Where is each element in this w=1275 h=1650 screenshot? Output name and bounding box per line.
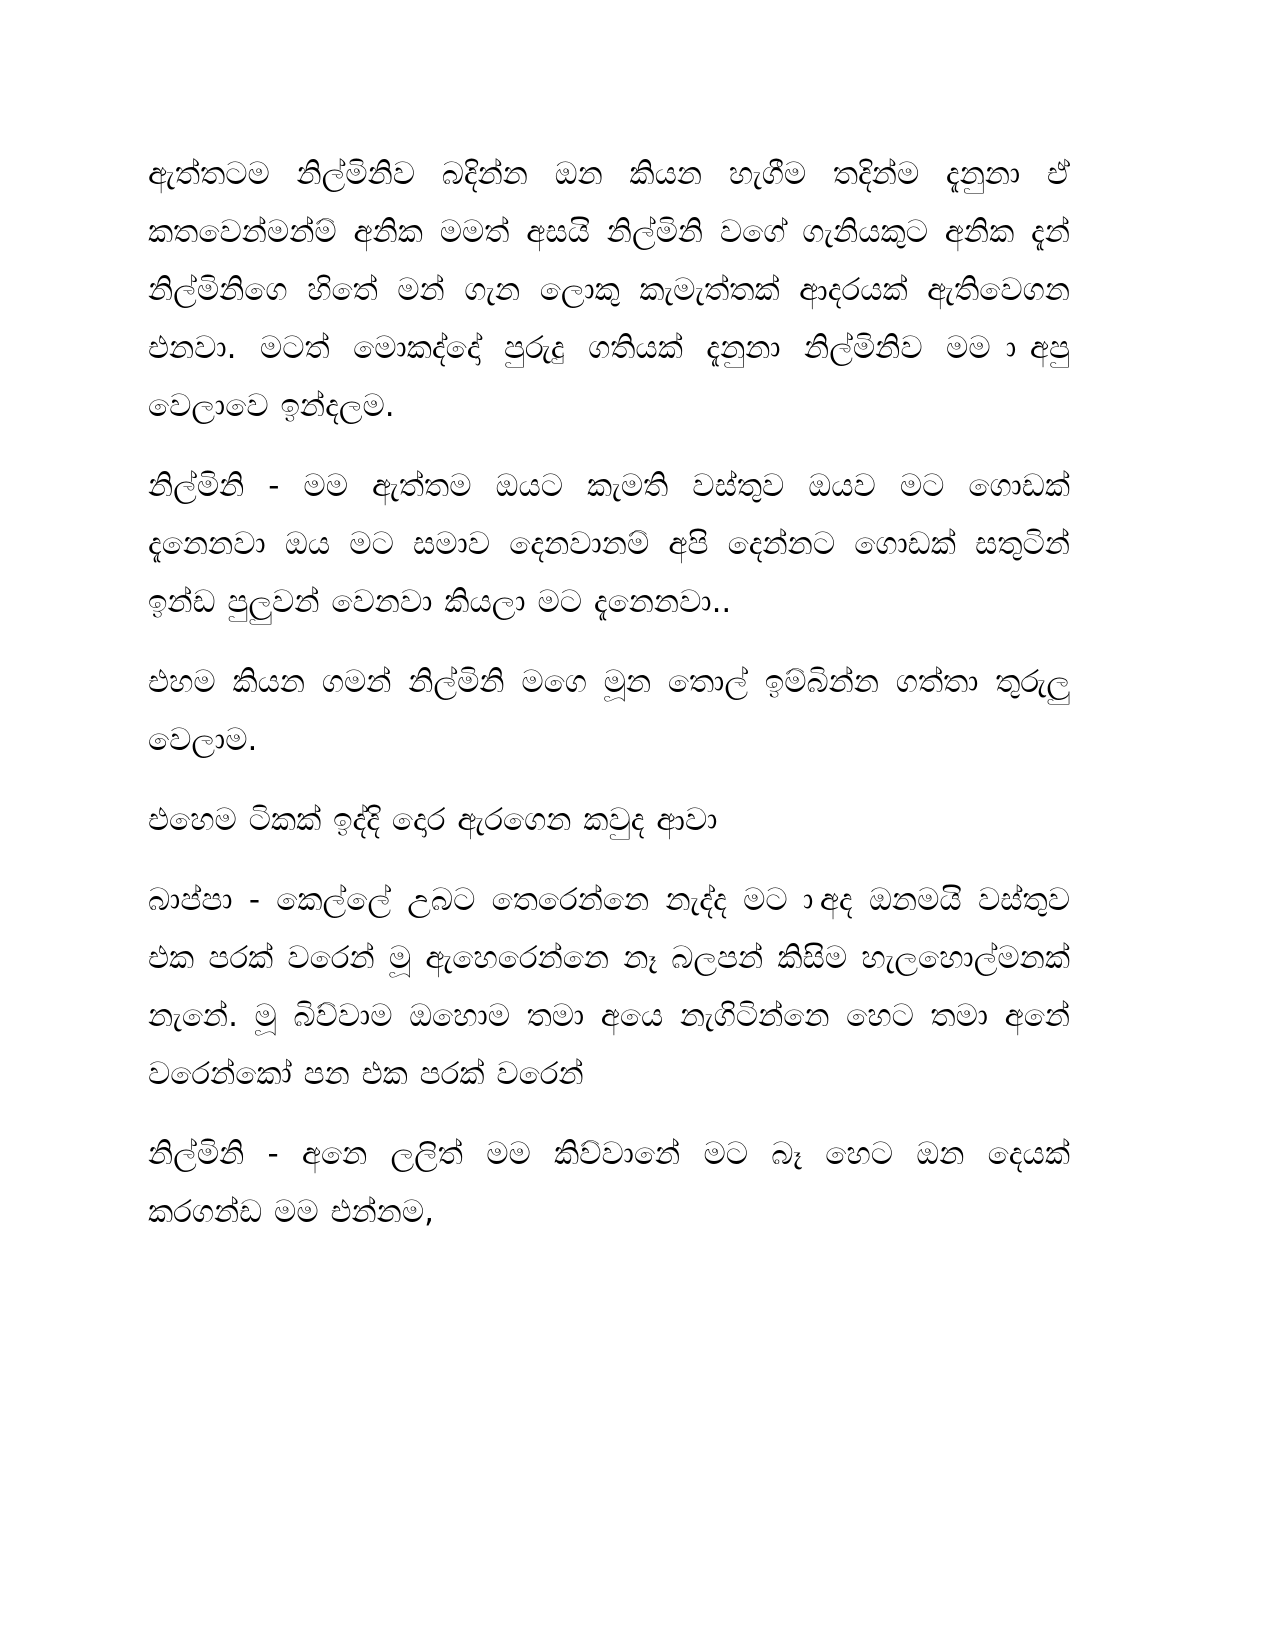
paragraph-1: ඇත්තටම නිල්මිනිව බදින්න ඔන කියන හැගීම තදින්ම දැනුනා ඒ කතවෙන්මන්ම් අනික මමත් අසයි නිල්මිනි වගේ ගැනියකුට අනික දැන් නිල්මිනිගෙ හිතේ මන් ගැන ලොකු කැමැත්තක් ආදරයක් ඇතිවෙගන එනවා. මටත් මොකද්දෝ පුරුදු ගතියක් දැනුනා නිල්මිනිව මම ාඅපු වෙලාවෙ ඉන්දලම.	[148, 156, 1070, 424]
paragraph-3: එහම කියන ගමන් නිල්මිනි මගෙ මූන තොල් ඉම්බින්න ගත්තා තුරුලු වෙලාම.	[148, 664, 1070, 758]
paragraph-2: නිල්මිනි - මම ඇත්තම ඔයට කැමති වස්තුව ඔයව මට ගොඩක් දැනෙනවා ඔය මට සමාව දෙනවානම් අපි දෙන්නට ගොඩක් සතුටින් ඉන්ඩ පුලුවන් වෙනවා කියලා මට දැනෙනවා..	[148, 468, 1070, 620]
document-page	[148, 145, 1070, 1505]
paragraph-4: එහෙම ටිකක් ඉද්දි දොර ඇරගෙන කවුද ආවා	[148, 802, 718, 838]
paragraph-5: බාප්පා - කෙල්ලේ උබට තෙරෙන්නෙ නැද්ද මට ාඅද ඔනමයි වස්තුව එක පරක් වරෙන් මූ ඇහෙරෙන්නෙ නෑ බලපන් කිසිම හැලහොල්මනක් නැනේ. මූ බිව්වාම ඔහොම තමා අයෙ නැගිටින්නෙ හෙට තමා අනේ වරෙන්කෝ පන එක පරක් වරෙන්	[148, 882, 1070, 1092]
paragraph-6: නිල්මිනි - අනෙ ලලිත් මම කිව්වානේ මට බෑ හෙට ඔන දෙයක් කරගන්ඩ මම එන්නම,	[148, 1136, 1070, 1230]
